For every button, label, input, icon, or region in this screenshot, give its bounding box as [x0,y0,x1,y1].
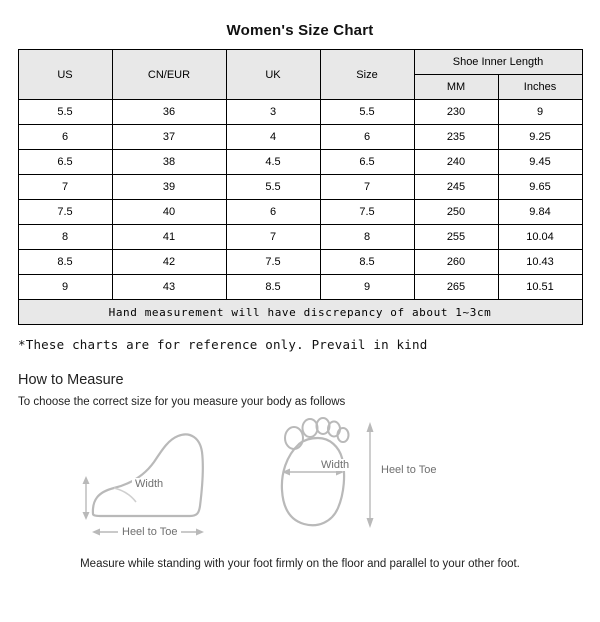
size-chart-table [18,49,583,325]
disclaimer-text: *These charts are for reference only. Prevail in kind [18,337,428,352]
cell-mm: 235 [414,125,498,150]
column-subheader-mm: MM [414,75,498,100]
side-view-foot-icon [93,434,203,516]
top-view-length-arrow [367,422,374,528]
measurement-note: Hand measurement will have discrepancy of about 1~3cm [18,300,582,325]
cell-mm: 250 [414,200,498,225]
cell-cn-eur: 42 [112,250,226,275]
cell-inches: 9.65 [498,175,582,200]
cell-uk: 4 [226,125,320,150]
cell-us: 6.5 [18,150,112,175]
size-chart-page [0,22,600,622]
cell-cn-eur: 41 [112,225,226,250]
table-row [18,150,582,175]
cell-uk: 7 [226,225,320,250]
cell-uk: 6 [226,200,320,225]
cell-inches: 10.51 [498,275,582,300]
table-row [18,125,582,150]
foot-measure-diagrams [18,414,582,554]
cell-us: 7.5 [18,200,112,225]
cell-mm: 255 [414,225,498,250]
column-header-size: Size [320,50,414,100]
top-view-length-label: Heel to Toe [378,464,439,476]
side-view-width-arrow [83,476,90,520]
cell-size: 9 [320,275,414,300]
cell-us: 7 [18,175,112,200]
cell-us: 8.5 [18,250,112,275]
cell-mm: 245 [414,175,498,200]
cell-cn-eur: 38 [112,150,226,175]
cell-size: 6 [320,125,414,150]
cell-uk: 4.5 [226,150,320,175]
cell-us: 5.5 [18,100,112,125]
table-header-row-group [18,50,582,75]
cell-mm: 260 [414,250,498,275]
column-header-uk: UK [226,50,320,100]
column-header-cn-eur: CN/EUR [112,50,226,100]
cell-uk: 3 [226,100,320,125]
cell-size: 7 [320,175,414,200]
cell-size: 5.5 [320,100,414,125]
cell-inches: 9 [498,100,582,125]
table-row [18,200,582,225]
cell-mm: 265 [414,275,498,300]
cell-size: 7.5 [320,200,414,225]
cell-size: 8 [320,225,414,250]
table-note-row [18,300,582,325]
table-row [18,225,582,250]
cell-inches: 9.25 [498,125,582,150]
cell-cn-eur: 36 [112,100,226,125]
cell-us: 9 [18,275,112,300]
cell-uk: 7.5 [226,250,320,275]
column-header-shoe-inner-length: Shoe Inner Length [414,50,582,75]
cell-mm: 230 [414,100,498,125]
how-to-measure-subheading: To choose the correct size for you measure your body as follows [18,396,346,408]
page-title: Women's Size Chart [226,22,374,39]
cell-cn-eur: 39 [112,175,226,200]
cell-inches: 10.04 [498,225,582,250]
cell-inches: 9.45 [498,150,582,175]
cell-size: 6.5 [320,150,414,175]
cell-us: 8 [18,225,112,250]
column-header-us: US [18,50,112,100]
table-body [18,100,582,325]
cell-inches: 9.84 [498,200,582,225]
diagram-svg [18,414,582,554]
side-view-width-label: Width [132,478,166,490]
table-row [18,175,582,200]
cell-cn-eur: 37 [112,125,226,150]
cell-uk: 8.5 [226,275,320,300]
how-to-measure-heading: How to Measure [18,372,124,388]
cell-cn-eur: 43 [112,275,226,300]
cell-uk: 5.5 [226,175,320,200]
table-row [18,100,582,125]
top-view-width-label: Width [318,459,352,471]
table-row [18,250,582,275]
side-view-length-label: Heel to Toe [118,526,181,538]
table-row [18,275,582,300]
cell-cn-eur: 40 [112,200,226,225]
column-subheader-inches: Inches [498,75,582,100]
cell-size: 8.5 [320,250,414,275]
cell-inches: 10.43 [498,250,582,275]
measure-footer-note: Measure while standing with your foot firmly on the floor and parallel to your other foot. [80,558,520,570]
cell-mm: 240 [414,150,498,175]
table-header [18,50,582,100]
cell-us: 6 [18,125,112,150]
